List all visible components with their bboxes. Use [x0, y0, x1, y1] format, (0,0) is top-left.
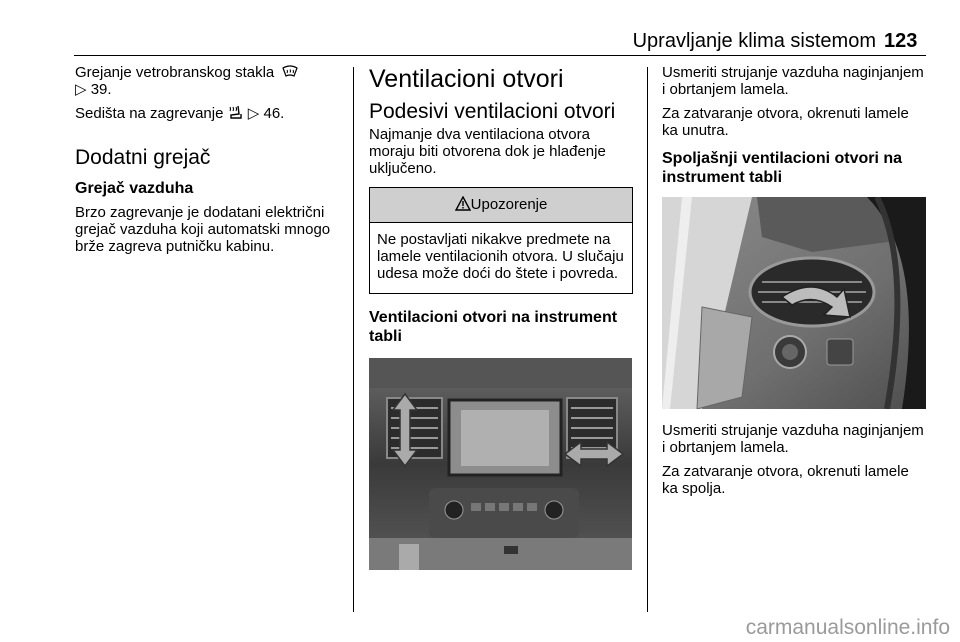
page-ref-arrow-icon: ▷	[75, 81, 87, 98]
page-number: 123	[884, 30, 918, 52]
right-column	[662, 64, 926, 504]
warning-box	[369, 187, 633, 294]
middle-column	[369, 64, 633, 570]
air-heater-body: Brzo zagrevanje je dodatani električni grejač vazduha koji automatski mnogo brže zagreva putničku kabinu.	[75, 204, 331, 255]
column-divider-2	[647, 67, 648, 612]
column-divider-1	[353, 67, 354, 612]
right-para-1: Usmeriti strujanje vazduha naginjanjem i obrtanjem lamela.	[662, 64, 924, 98]
left-column	[75, 64, 345, 262]
right-para-3: Usmeriti strujanje vazduha naginjanjem i obrtanjem lamela.	[662, 422, 924, 456]
page-ref-arrow-icon: ▷	[247, 105, 260, 122]
dashboard-vents-photo	[369, 358, 632, 570]
dashboard-vents-illustration	[369, 358, 632, 570]
heading-dashboard-vents: Ventilacioni otvori na instrument tabli	[369, 309, 618, 345]
side-vent-photo	[662, 197, 926, 409]
seat-heating-text: Sedišta na zagrevanje	[75, 105, 224, 122]
section-title-auxiliary-heater: Dodatni grejač	[75, 146, 211, 169]
side-vent-illustration	[662, 197, 926, 409]
windshield-heating-icon	[281, 65, 299, 78]
subsection-title-adjustable-vents: Podesivi ventilacioni otvori	[369, 100, 616, 123]
seat-heating-icon	[228, 105, 244, 120]
section-title-air-vents: Ventilacioni otvori	[369, 65, 564, 93]
windshield-heating-page[interactable]: 39.	[90, 81, 112, 98]
vents-intro: Najmanje dva ventilaciona otvora moraju biti otvorena dok je hlađenje uključeno.	[369, 126, 606, 177]
right-para-2: Za zatvaranje otvora, okrenuti lamele ka unutra.	[662, 105, 909, 139]
warning-triangle-icon	[455, 196, 471, 211]
windshield-heating-text: Grejanje vetrobranskog stakla	[75, 64, 275, 81]
running-header-title: Upravljanje klima sistemom	[632, 30, 876, 52]
watermark: carmanualsonline.info	[745, 616, 950, 639]
subsection-title-air-heater: Grejač vazduha	[75, 180, 194, 197]
warning-text: Ne postavljati nikakve predmete na lamele ventilacionih otvora. U slučaju udesa može doći do štete i povreda.	[377, 231, 624, 282]
seat-heating-ref	[75, 105, 345, 122]
windshield-heating-ref	[75, 64, 345, 98]
seat-heating-page[interactable]: 46.	[263, 105, 285, 122]
warning-header	[370, 188, 632, 223]
right-para-4: Za zatvaranje otvora, okrenuti lamele ka spolja.	[662, 463, 909, 497]
header-rule	[74, 55, 926, 56]
heading-side-vents: Spoljašnji ventilacioni otvori na instrument tabli	[662, 150, 903, 186]
warning-label: Upozorenje	[470, 196, 548, 213]
